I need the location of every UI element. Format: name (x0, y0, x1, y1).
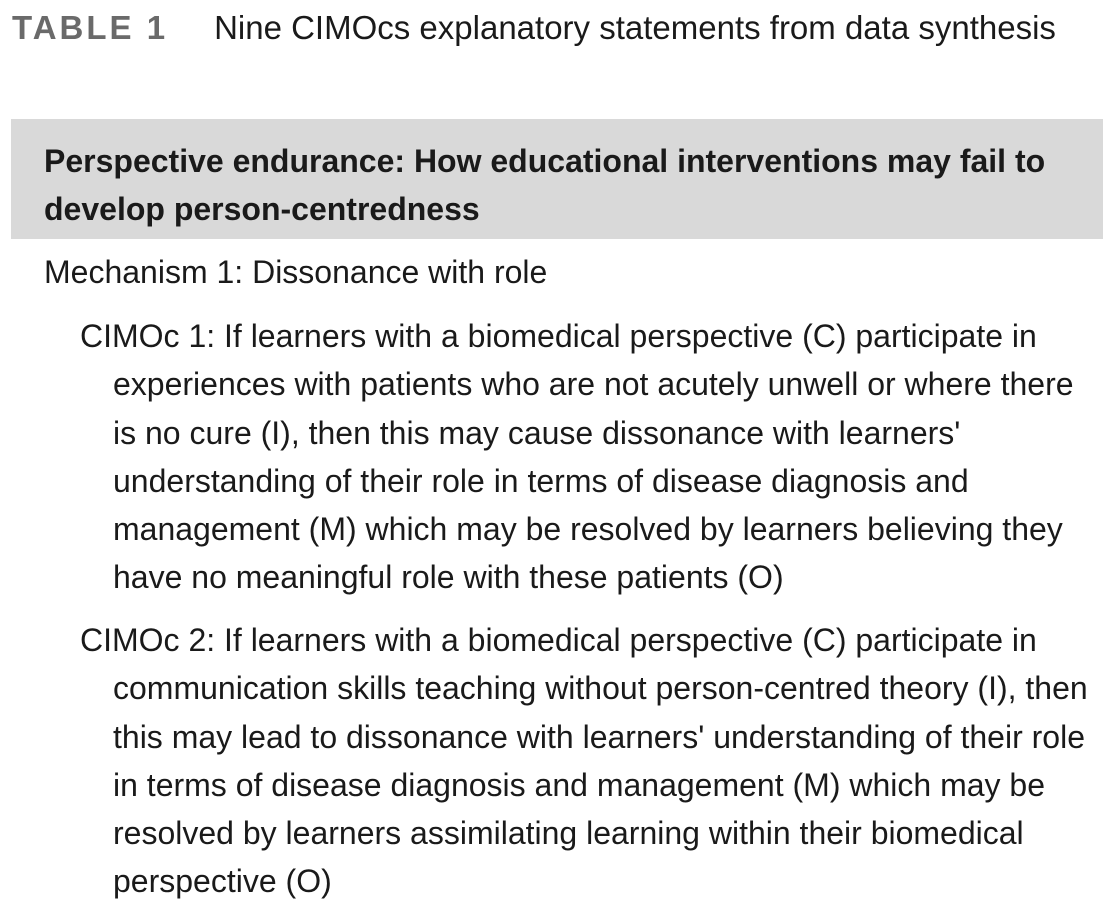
mechanism-title: Mechanism 1: Dissonance with role (44, 254, 548, 290)
table-caption-text: Nine CIMOcs explanatory statements from data synthesis (214, 9, 1056, 46)
section-header: Perspective endurance: How educational interventions may fail to develop person-centredness (11, 119, 1103, 239)
table-label: TABLE 1 (12, 9, 169, 46)
cimoc-statement-2: CIMOc 2: If learners with a biomedical perspective (C) participate in communication skills teaching without person-centred theory (I), then this may lead to dissonance with learners' understanding of their role in terms of disease diagnosis and management (M) which may be resolved by learners assimilating learning within their biomedical perspective (O) (80, 622, 1088, 900)
cimoc-statement-1: CIMOc 1: If learners with a biomedical perspective (C) participate in experiences with patients who are not acutely unwell or where there is no cure (I), then this may cause dissonance with learners' understanding of their role in terms of disease diagnosis and management (M) which may be resolved by learners believing they have no meaningful role with these patients (O) (80, 318, 1074, 596)
table-caption (12, 4, 1097, 52)
